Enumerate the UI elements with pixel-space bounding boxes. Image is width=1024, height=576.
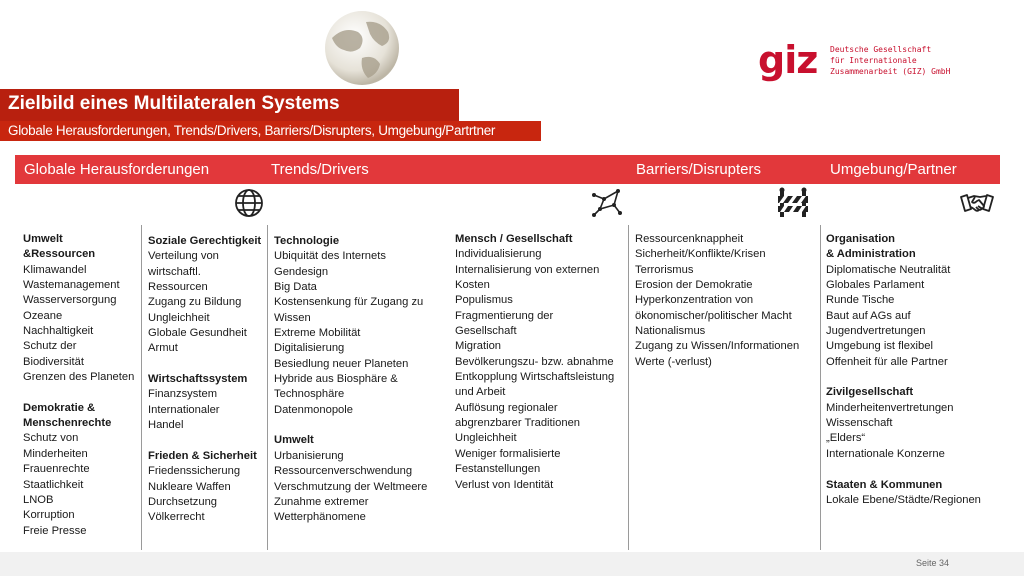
column-divider xyxy=(141,225,142,550)
header-challenges: Globale Herausforderungen xyxy=(24,161,210,178)
list-item: Ubiquität des Internets xyxy=(274,250,386,263)
list-item: Urbanisierung xyxy=(274,449,344,462)
list-item: Gendesign xyxy=(274,265,329,278)
list-item: Völkerrecht xyxy=(148,511,205,524)
list-item: Gesellschaft xyxy=(455,325,517,338)
list-item: Zunahme extremer xyxy=(274,495,369,508)
logo-tagline: Deutsche Gesellschaft für Internationale Zusammenarbeit (GIZ) GmbH xyxy=(830,45,951,76)
column-divider xyxy=(267,225,268,550)
list-item: Bevölkerungszu- bzw. abnahme xyxy=(455,355,614,368)
list-item: Menschenrechte xyxy=(23,417,112,430)
list-item: Umwelt xyxy=(274,434,314,447)
list-item: wirtschaftl. xyxy=(148,265,201,278)
logo-mark: giz xyxy=(758,38,818,82)
list-item: „Elders“ xyxy=(826,432,866,445)
list-item xyxy=(23,385,134,400)
list-item: Hybride aus Biosphäre & xyxy=(274,373,398,386)
page-title: Zielbild eines Multilateralen Systems xyxy=(8,93,340,114)
list-item: Digitalisierung xyxy=(274,342,345,355)
list-item: Populismus xyxy=(455,294,513,307)
list-item: Durchsetzung xyxy=(148,495,218,508)
list-item: Biodiversität xyxy=(23,355,84,368)
header-trends: Trends/Drivers xyxy=(271,161,369,178)
list-item: Extreme Mobilität xyxy=(274,327,361,340)
trends-column-2 xyxy=(455,232,614,493)
list-item: Werte (-verlust) xyxy=(635,355,712,368)
trends-column-1 xyxy=(274,234,427,526)
list-item: Hyperkonzentration von xyxy=(635,294,754,307)
list-item: Datenmonopole xyxy=(274,403,353,416)
list-item: Friedenssicherung xyxy=(148,465,241,478)
list-item: Offenheit für alle Partner xyxy=(826,355,948,368)
list-item: Terrorismus xyxy=(635,263,694,276)
list-item: Wissenschaft xyxy=(826,417,893,430)
column-header-band xyxy=(15,155,1000,184)
list-item: &Ressourcen xyxy=(23,248,96,261)
list-item: Minderheitenvertretungen xyxy=(826,401,954,414)
list-item: abgrenzbarer Traditionen xyxy=(455,417,581,430)
list-item: Lokale Ebene/Städte/Regionen xyxy=(826,493,981,506)
list-item: Sicherheit/Konflikte/Krisen xyxy=(635,248,766,261)
list-item: Runde Tische xyxy=(826,294,895,307)
list-item: Jugendvertretungen xyxy=(826,325,926,338)
subtitle-bar xyxy=(0,121,541,141)
list-item: Schutz von xyxy=(23,432,79,445)
list-item: Korruption xyxy=(23,509,75,522)
list-item: Kostensenkung für Zugang zu xyxy=(274,296,424,309)
list-item: Migration xyxy=(455,340,502,353)
list-item: Entkopplung Wirtschaftsleistung xyxy=(455,371,615,384)
list-item: Minderheiten xyxy=(23,447,88,460)
title-bar xyxy=(0,89,459,121)
list-item: Ressourcenknappheit xyxy=(635,233,744,245)
list-item: Ressourcen xyxy=(148,281,208,294)
list-item: Ungleichheit xyxy=(455,432,517,445)
list-item: Globales Parlament xyxy=(826,279,925,292)
footer xyxy=(0,552,1024,576)
list-item: Ressourcenverschwendung xyxy=(274,465,413,478)
page-subtitle: Globale Herausforderungen, Trends/Drivers, Barriers/Disrupters, Umgebung/Partrtner xyxy=(8,123,496,138)
list-item: Zugang zu Wissen/Informationen xyxy=(635,340,800,353)
header-partners: Umgebung/Partner xyxy=(830,161,957,178)
giz-logo xyxy=(758,40,958,84)
column-divider xyxy=(628,225,629,550)
list-item: Freie Presse xyxy=(23,524,87,537)
list-item: und Arbeit xyxy=(455,386,506,399)
list-item: Staaten & Kommunen xyxy=(826,478,943,491)
partners-column xyxy=(826,232,981,508)
list-item: Wirtschaftssystem xyxy=(148,373,248,386)
list-item: Festanstellungen xyxy=(455,463,541,476)
list-item: Zugang zu Bildung xyxy=(148,296,242,309)
handshake-icon xyxy=(960,187,994,219)
list-item: Diplomatische Neutralität xyxy=(826,263,951,276)
list-item: Internalisierung von externen xyxy=(455,263,600,276)
list-item: Frauenrechte xyxy=(23,463,90,476)
list-item: Weniger formalisierte xyxy=(455,447,561,460)
list-item: Wissen xyxy=(274,311,311,324)
list-item: Staatlichkeit xyxy=(23,478,84,491)
header-barriers: Barriers/Disrupters xyxy=(636,161,762,178)
list-item: Mensch / Gesellschaft xyxy=(455,233,573,245)
list-item: Demokratie & xyxy=(23,401,96,414)
list-item: ökonomischer/politischer Macht xyxy=(635,309,792,322)
list-item: Baut auf AGs auf xyxy=(826,309,911,322)
list-item: Nukleare Waffen xyxy=(148,480,231,493)
list-item: Wasserversorgung xyxy=(23,294,117,307)
list-item: Ozeane xyxy=(23,309,63,322)
list-item: Wetterphänomene xyxy=(274,511,366,524)
list-item xyxy=(826,462,981,477)
list-item: Technologie xyxy=(274,235,340,247)
list-item: Zivilgesellschaft xyxy=(826,386,914,399)
page-number: Seite 34 xyxy=(916,558,950,568)
list-item: Frieden & Sicherheit xyxy=(148,449,257,462)
list-item xyxy=(148,357,261,372)
list-item: Nationalismus xyxy=(635,325,706,338)
list-item: Finanzsystem xyxy=(148,388,218,401)
list-item: Globale Gesundheit xyxy=(148,327,247,340)
network-icon xyxy=(590,187,624,219)
list-item: Fragmentierung der xyxy=(455,309,554,322)
list-item: Big Data xyxy=(274,281,317,294)
list-item: Verteilung von xyxy=(148,250,219,263)
list-item: Schutz der xyxy=(23,340,77,353)
list-item: Organisation xyxy=(826,233,895,245)
list-item: Ungleichheit xyxy=(148,311,210,324)
list-item: & Administration xyxy=(826,248,916,261)
list-item: Erosion der Demokratie xyxy=(635,279,753,292)
list-item: LNOB xyxy=(23,493,54,506)
list-item: Umgebung ist flexibel xyxy=(826,340,933,353)
list-item: Internationale Konzerne xyxy=(826,447,945,460)
list-item: Auflösung regionaler xyxy=(455,401,558,414)
list-item: Grenzen des Planeten xyxy=(23,371,135,384)
list-item: Individualisierung xyxy=(455,248,542,261)
list-item: Kosten xyxy=(455,279,490,292)
challenges-column-1 xyxy=(23,232,134,539)
list-item: Technosphäre xyxy=(274,388,345,401)
barrier-icon xyxy=(776,187,810,219)
list-item xyxy=(826,370,981,385)
challenges-column-2 xyxy=(148,234,261,526)
list-item: Verlust von Identität xyxy=(455,478,554,491)
list-item: Umwelt xyxy=(23,233,63,245)
globe-decoration xyxy=(322,8,402,88)
list-item: Soziale Gerechtigkeit xyxy=(148,235,262,247)
globe-icon xyxy=(232,187,266,219)
list-item: Wastemanagement xyxy=(23,279,120,292)
column-divider xyxy=(820,225,821,550)
list-item: Nachhaltigkeit xyxy=(23,325,94,338)
list-item: Armut xyxy=(148,342,178,355)
barriers-column xyxy=(635,232,799,370)
list-item: Verschmutzung der Weltmeere xyxy=(274,480,428,493)
list-item xyxy=(148,433,261,448)
list-item: Klimawandel xyxy=(23,263,87,276)
list-item: Internationaler xyxy=(148,403,220,416)
list-item: Besiedlung neuer Planeten xyxy=(274,357,409,370)
list-item: Handel xyxy=(148,419,184,432)
list-item xyxy=(274,418,427,433)
